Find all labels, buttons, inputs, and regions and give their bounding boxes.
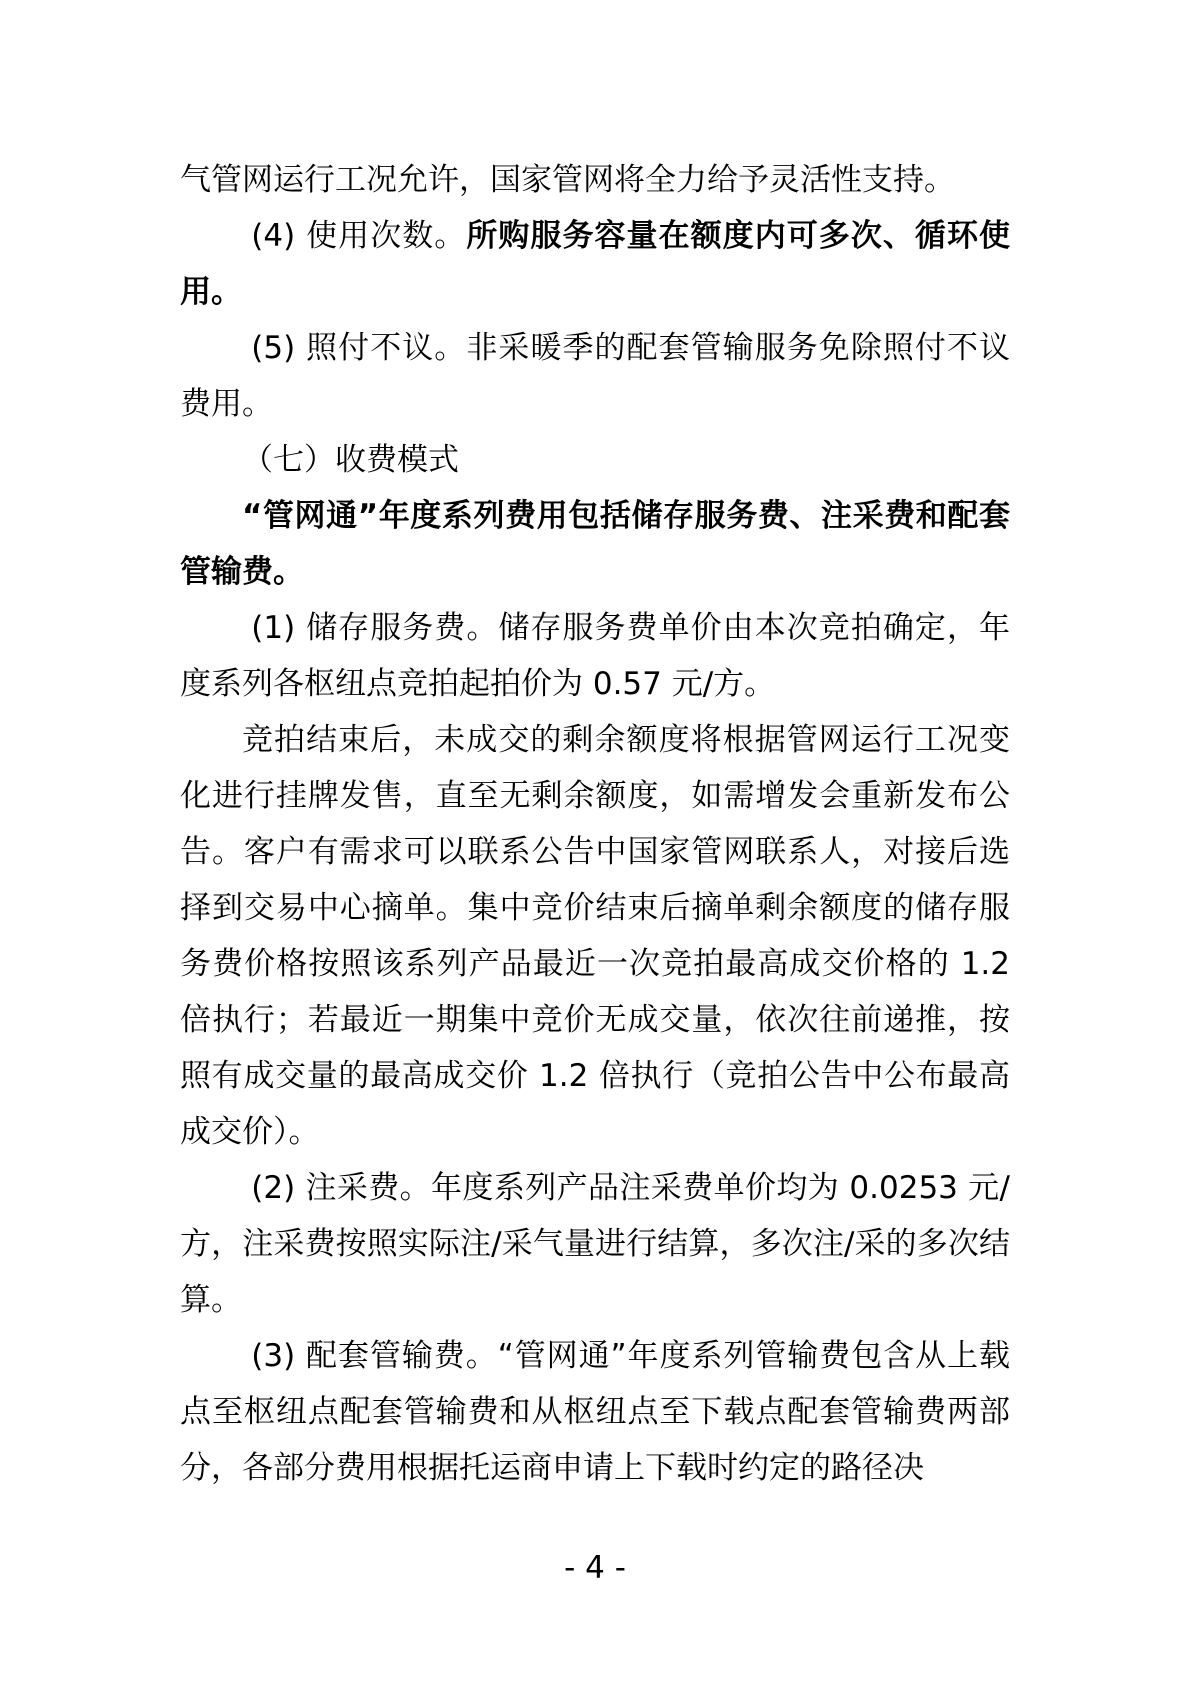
paragraph-usage-count [180, 208, 1010, 320]
paragraph-storage-fee: (1) 储存服务费。储存服务费单价由本次竞拍确定，年度系列各枢纽点竞拍起拍价为 0.57 元/方。 [180, 610, 1010, 702]
usage-count-bold-text: 所购服务容量在额度内可多次、循环使用。 [180, 218, 1011, 310]
paragraph-continuation: 气管网运行工况允许，国家管网将全力给予灵活性支持。 [180, 162, 955, 198]
paragraph-take-or-pay: (5) 照付不议。非采暖季的配套管输服务免除照付不议费用。 [180, 330, 1010, 422]
paragraph-pipeline-fee: (3) 配套管输费。“管网通”年度系列管输费包含从上载点至枢纽点配套管输费和从枢纽点至下载点配套管输费两部分，各部分费用根据托运商申请上下载时约定的路径决 [180, 1338, 1010, 1486]
usage-count-label: (4) 使用次数。 [251, 218, 467, 254]
document-body [180, 152, 1010, 1496]
page-number: - 4 - [564, 1550, 626, 1586]
paragraph-fee-summary: “管网通”年度系列费用包括储存服务费、注采费和配套管输费。 [180, 498, 1010, 590]
paragraph-after-auction: 竞拍结束后，未成交的剩余额度将根据管网运行工况变化进行挂牌发售，直至无剩余额度，如需增发会重新发布公告。客户有需求可以联系公告中国家管网联系人，对接后选择到交易中心摘单。集中竞价结束后摘单剩余额度的储存服务费价格按照该系列产品最近一次竞拍最高成交价格的 1.2 倍执行；若最近一期集中竞价无成交量，依次往前递推，按照有成交量的最高成交价 1.2 倍执行（竞拍公告中公布最高成交价）。 [180, 722, 1010, 1150]
paragraph-injection-fee: (2) 注采费。年度系列产品注采费单价均为 0.0253 元/方，注采费按照实际注/采气量进行结算，多次注/采的多次结算。 [180, 1170, 1010, 1318]
section-heading-fee-model: （七）收费模式 [242, 442, 459, 478]
